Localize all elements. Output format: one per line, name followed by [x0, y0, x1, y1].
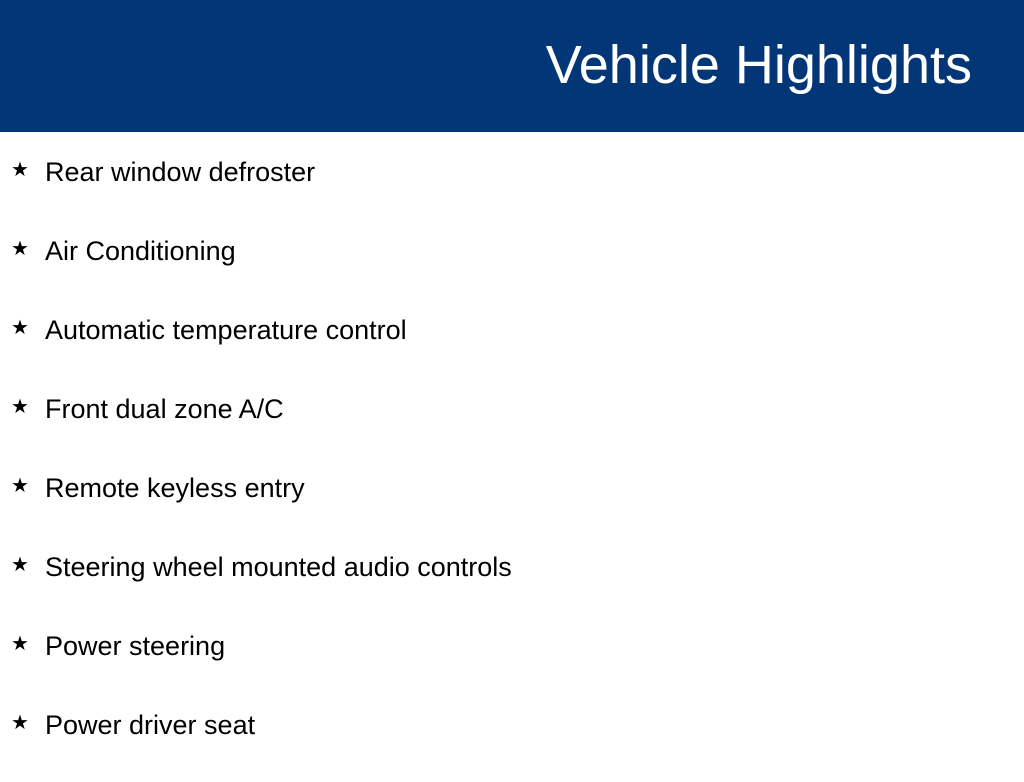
feature-label: Power driver seat — [45, 710, 256, 740]
star-icon: ★ — [11, 633, 29, 655]
star-icon: ★ — [11, 712, 29, 734]
feature-label: Rear window defroster — [45, 157, 316, 187]
feature-label: Front dual zone A/C — [45, 394, 284, 424]
feature-label: Power steering — [45, 631, 226, 661]
page-title: Vehicle Highlights — [545, 35, 972, 95]
title-banner — [0, 0, 1024, 132]
star-icon: ★ — [11, 159, 29, 181]
star-icon: ★ — [11, 554, 29, 576]
feature-label: Remote keyless entry — [45, 473, 305, 503]
star-icon: ★ — [11, 475, 29, 497]
star-icon: ★ — [11, 317, 29, 339]
feature-label: Steering wheel mounted audio controls — [45, 552, 512, 582]
star-icon: ★ — [11, 396, 29, 418]
feature-label: Automatic temperature control — [45, 315, 407, 345]
star-icon: ★ — [11, 238, 29, 260]
feature-label: Air Conditioning — [45, 236, 236, 266]
